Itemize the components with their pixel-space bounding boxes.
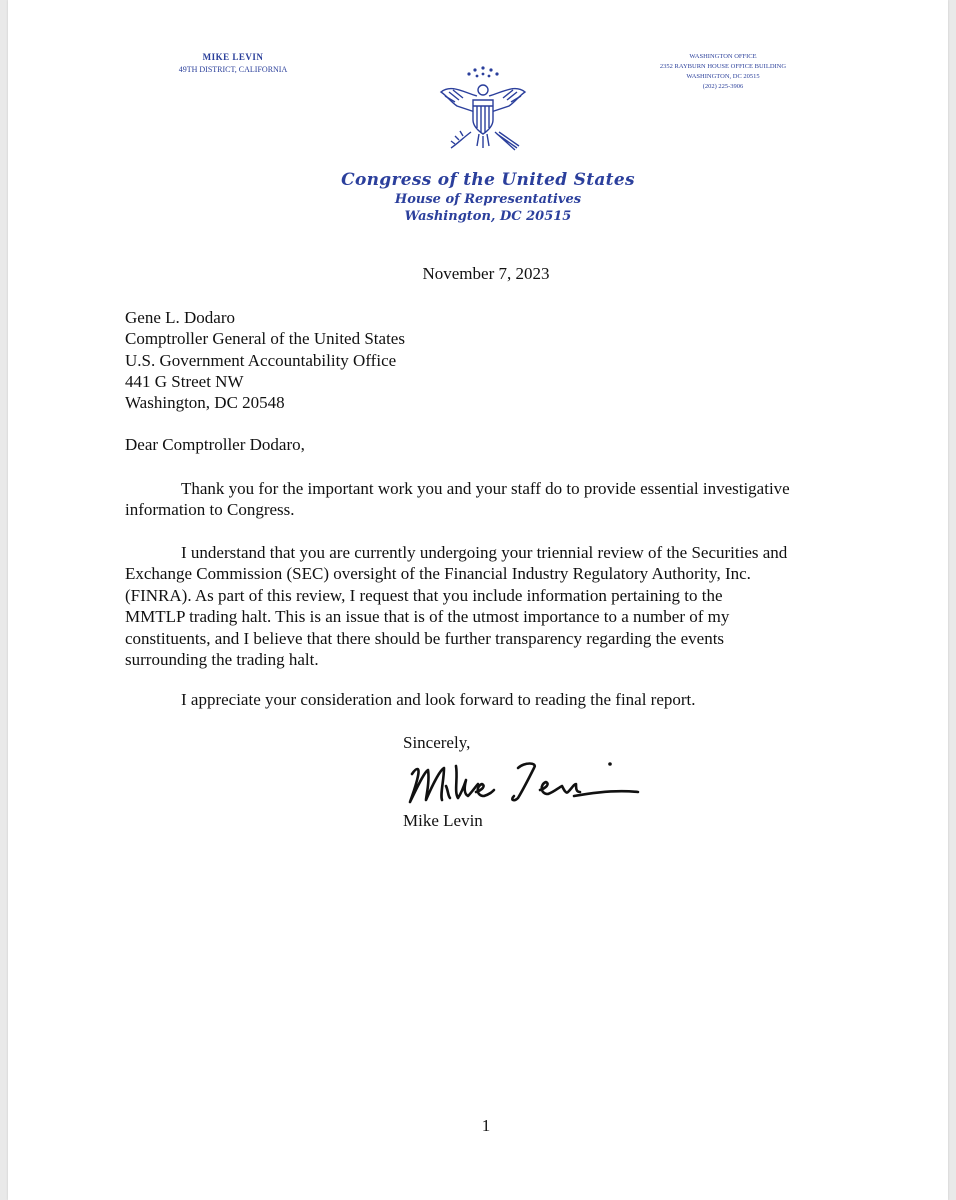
letter-page [8, 0, 948, 1200]
office-city: WASHINGTON, DC 20515 [686, 73, 760, 80]
salutation: Dear Comptroller Dodaro, [125, 435, 305, 454]
paragraph-line: I appreciate your consideration and look forward to reading the final report. [181, 690, 696, 709]
paragraph-line: information to Congress. [125, 500, 295, 520]
paragraph-request [125, 542, 860, 670]
handwritten-signature [406, 752, 646, 810]
paragraph-line: I understand that you are currently undergoing your triennial review of the Securities and [181, 543, 788, 562]
closing: Sincerely, [403, 733, 471, 752]
paragraph-line: surrounding the trading halt. [125, 650, 319, 670]
masthead-house: House of Representatives [394, 192, 582, 207]
paragraph-line: constituents, and I believe that there should be further transparency regarding the events [125, 628, 725, 648]
page-number: 1 [481, 1116, 491, 1135]
recipient-title: Comptroller General of the United States [125, 329, 405, 349]
paragraph-line: MMTLP trading halt. This is an issue that is of the utmost importance to a number of my [125, 607, 730, 627]
office-title: WASHINGTON OFFICE [689, 53, 757, 60]
masthead [288, 170, 688, 224]
recipient-street: 441 G Street NW [125, 371, 244, 391]
recipient-address [125, 307, 405, 413]
letter-date: November 7, 2023 [422, 264, 550, 283]
signer-name: Mike Levin [403, 811, 483, 830]
member-block [148, 52, 318, 74]
recipient-city: Washington, DC 20548 [125, 393, 285, 413]
recipient-name: Gene L. Dodaro [125, 308, 235, 327]
paragraph-line: Exchange Commission (SEC) oversight of the Financial Industry Regulatory Authority, Inc. [125, 564, 751, 584]
masthead-city: Washington, DC 20515 [404, 209, 572, 224]
paragraph-appreciation [125, 689, 860, 710]
paragraph-line: (FINRA). As part of this review, I request that you include information pertaining to the [125, 585, 723, 605]
recipient-office: U.S. Government Accountability Office [125, 350, 397, 370]
paragraph-thanks [125, 478, 860, 521]
masthead-congress: Congress of the United States [341, 170, 635, 190]
member-name: MIKE LEVIN [202, 52, 264, 62]
office-building: 2352 RAYBURN HOUSE OFFICE BUILDING [659, 63, 787, 70]
member-district: 49TH DISTRICT, CALIFORNIA [178, 65, 288, 74]
great-seal-eagle-icon [433, 62, 533, 162]
office-block [638, 52, 808, 92]
paragraph-line: Thank you for the important work you and your staff do to provide essential investigative [181, 479, 790, 498]
office-phone: (202) 225-3906 [702, 83, 744, 90]
